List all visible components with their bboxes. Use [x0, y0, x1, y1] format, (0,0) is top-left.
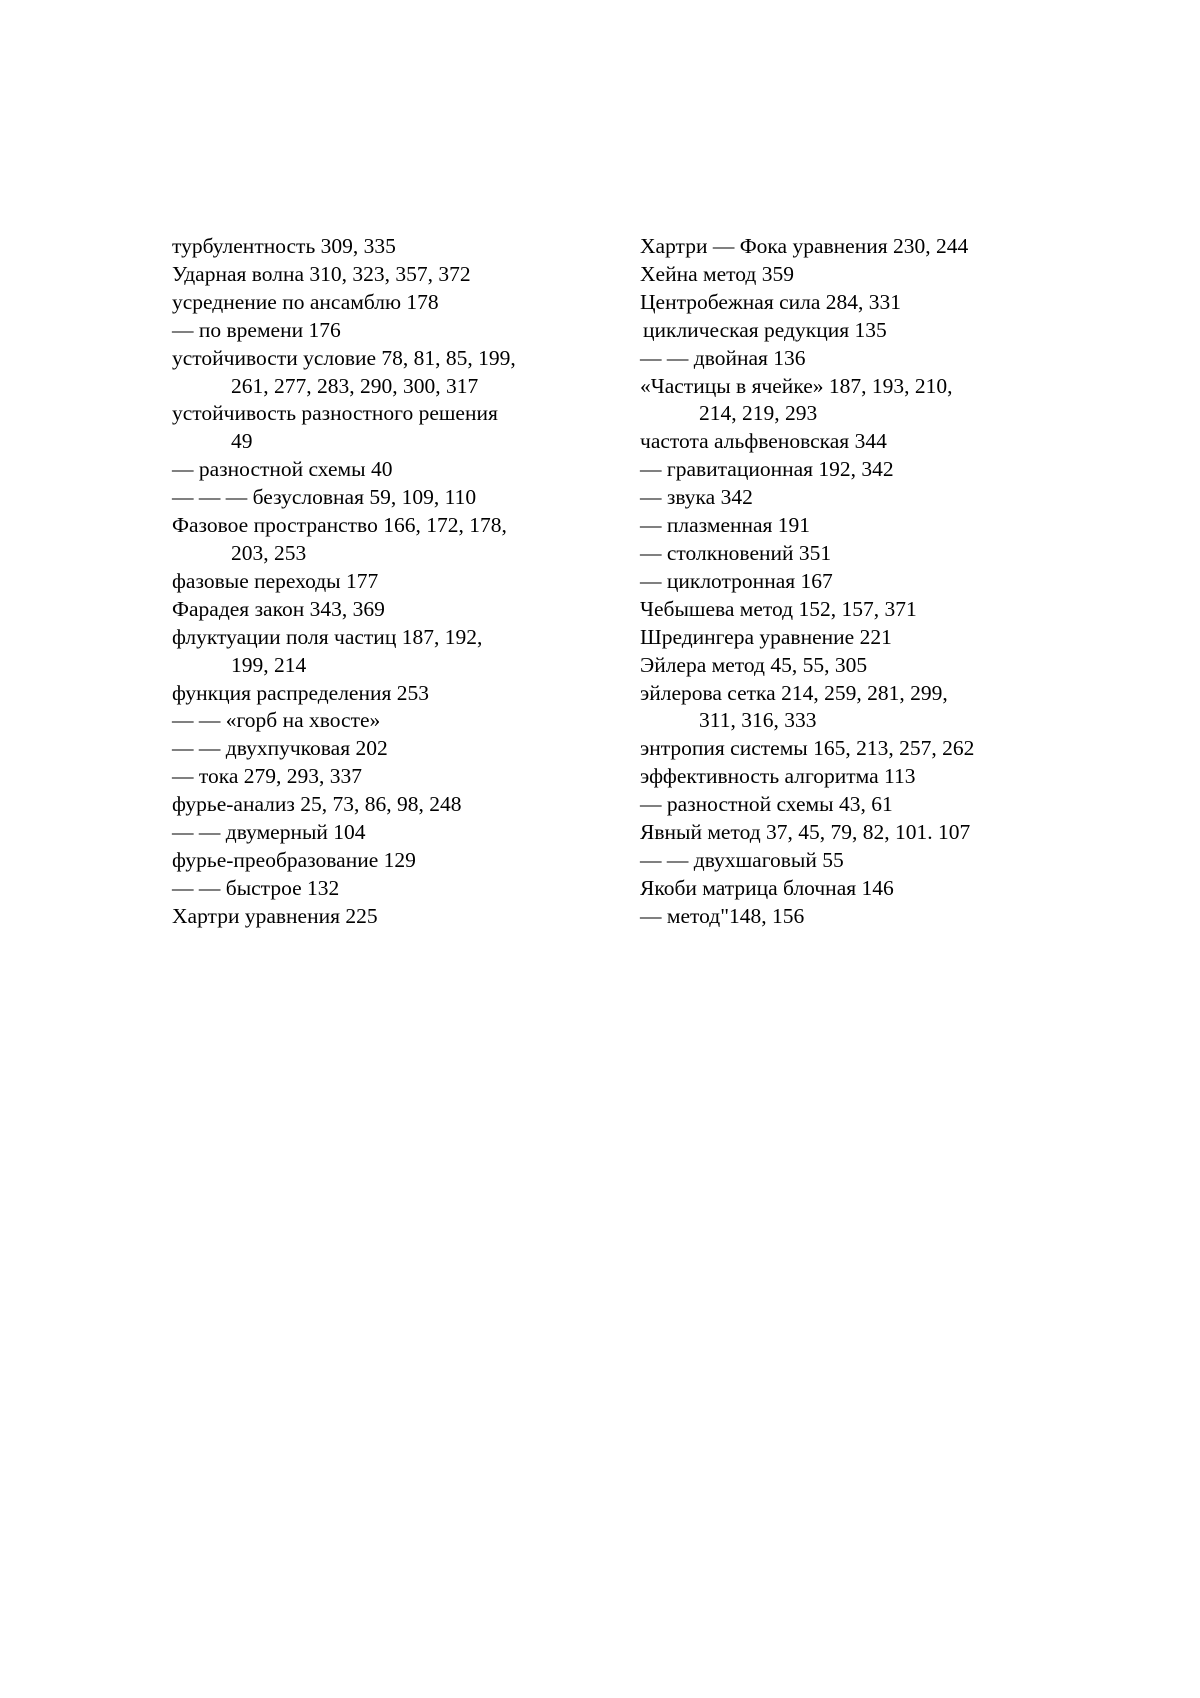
index-entry: устойчивость разностного решения: [172, 401, 498, 426]
index-entry: Явный метод 37, 45, 79, 82, 101. 107: [640, 820, 971, 845]
index-entry-continuation: 261, 277, 283, 290, 300, 317: [231, 373, 479, 398]
index-entry: — гравитационная 192, 342: [640, 457, 894, 482]
index-entry: — — двумерный 104: [172, 820, 366, 845]
index-entry: усреднение по ансамблю 178: [172, 289, 439, 314]
index-entry: фазовые переходы 177: [172, 568, 379, 593]
index-entry: флуктуации поля частиц 187, 192,: [172, 624, 483, 649]
index-entry: — — — безусловная 59, 109, 110: [172, 485, 477, 510]
index-entry: Хартри — Фока уравнения 230, 244: [640, 234, 969, 258]
index-entry-continuation: 49: [231, 429, 253, 454]
index-entry: фурье-анализ 25, 73, 86, 98, 248: [172, 792, 462, 817]
index-entry: «Частицы в ячейке» 187, 193, 210,: [640, 373, 953, 398]
index-entry: Хартри уравнения 225: [172, 903, 378, 928]
index-entry: Чебышева метод 152, 157, 371: [640, 596, 917, 621]
index-entry: — — быстрое 132: [172, 875, 340, 900]
index-entry: турбулентность 309, 335: [172, 234, 396, 258]
index-entry-continuation: 199, 214: [231, 652, 307, 677]
index-entry-continuation: 203, 253: [231, 540, 307, 565]
index-entry: Хейна метод 359: [640, 261, 794, 286]
index-entry: — — двойная 136: [640, 345, 806, 370]
index-entry: — — «горб на хвосте»: [172, 708, 381, 733]
index-entry: — — двухпучковая 202: [172, 736, 388, 761]
index-entry: функция распределения 253: [172, 680, 430, 705]
index-column-right: [640, 233, 1070, 931]
index-entry: эйлерова сетка 214, 259, 281, 299,: [640, 680, 948, 705]
index-entry: — разностной схемы 40: [172, 457, 393, 482]
index-entry: — метод"148, 156: [640, 903, 805, 928]
index-entry: — плазменная 191: [640, 513, 811, 538]
index-entry-continuation: 311, 316, 333: [699, 708, 817, 733]
index-entry: Ударная волна 310, 323, 357, 372: [172, 261, 471, 286]
index-entry: Центробежная сила 284, 331: [640, 289, 902, 314]
index-entry: устойчивости условие 78, 81, 85, 199,: [172, 345, 516, 370]
index-entry: эффективность алгоритма 113: [640, 764, 916, 789]
index-entry: фурье-преобразование 129: [172, 847, 416, 872]
index-entry: — — двухшаговый 55: [640, 847, 844, 872]
index-entry: энтропия системы 165, 213, 257, 262: [640, 736, 975, 761]
index-entry: — циклотронная 167: [640, 568, 833, 593]
index-entry: Шредингера уравнение 221: [640, 624, 892, 649]
index-entry: — столкновений 351: [640, 540, 832, 565]
index-entry: — звука 342: [640, 485, 753, 510]
index-entry: Якоби матрица блочная 146: [640, 875, 894, 900]
index-entry: — по времени 176: [172, 317, 341, 342]
index-entry: частота альфвеновская 344: [640, 429, 887, 454]
index-entry: Фарадея закон 343, 369: [172, 596, 385, 621]
index-entry: Фазовое пространство 166, 172, 178,: [172, 513, 507, 538]
index-column-left: [172, 233, 592, 931]
index-entry-continuation: 214, 219, 293: [699, 401, 818, 426]
index-entry: — разностной схемы 43, 61: [640, 792, 893, 817]
index-entry: — тока 279, 293, 337: [172, 764, 363, 789]
index-entry: Эйлера метод 45, 55, 305: [640, 652, 868, 677]
index-entry: циклическая редукция 135: [643, 317, 887, 342]
